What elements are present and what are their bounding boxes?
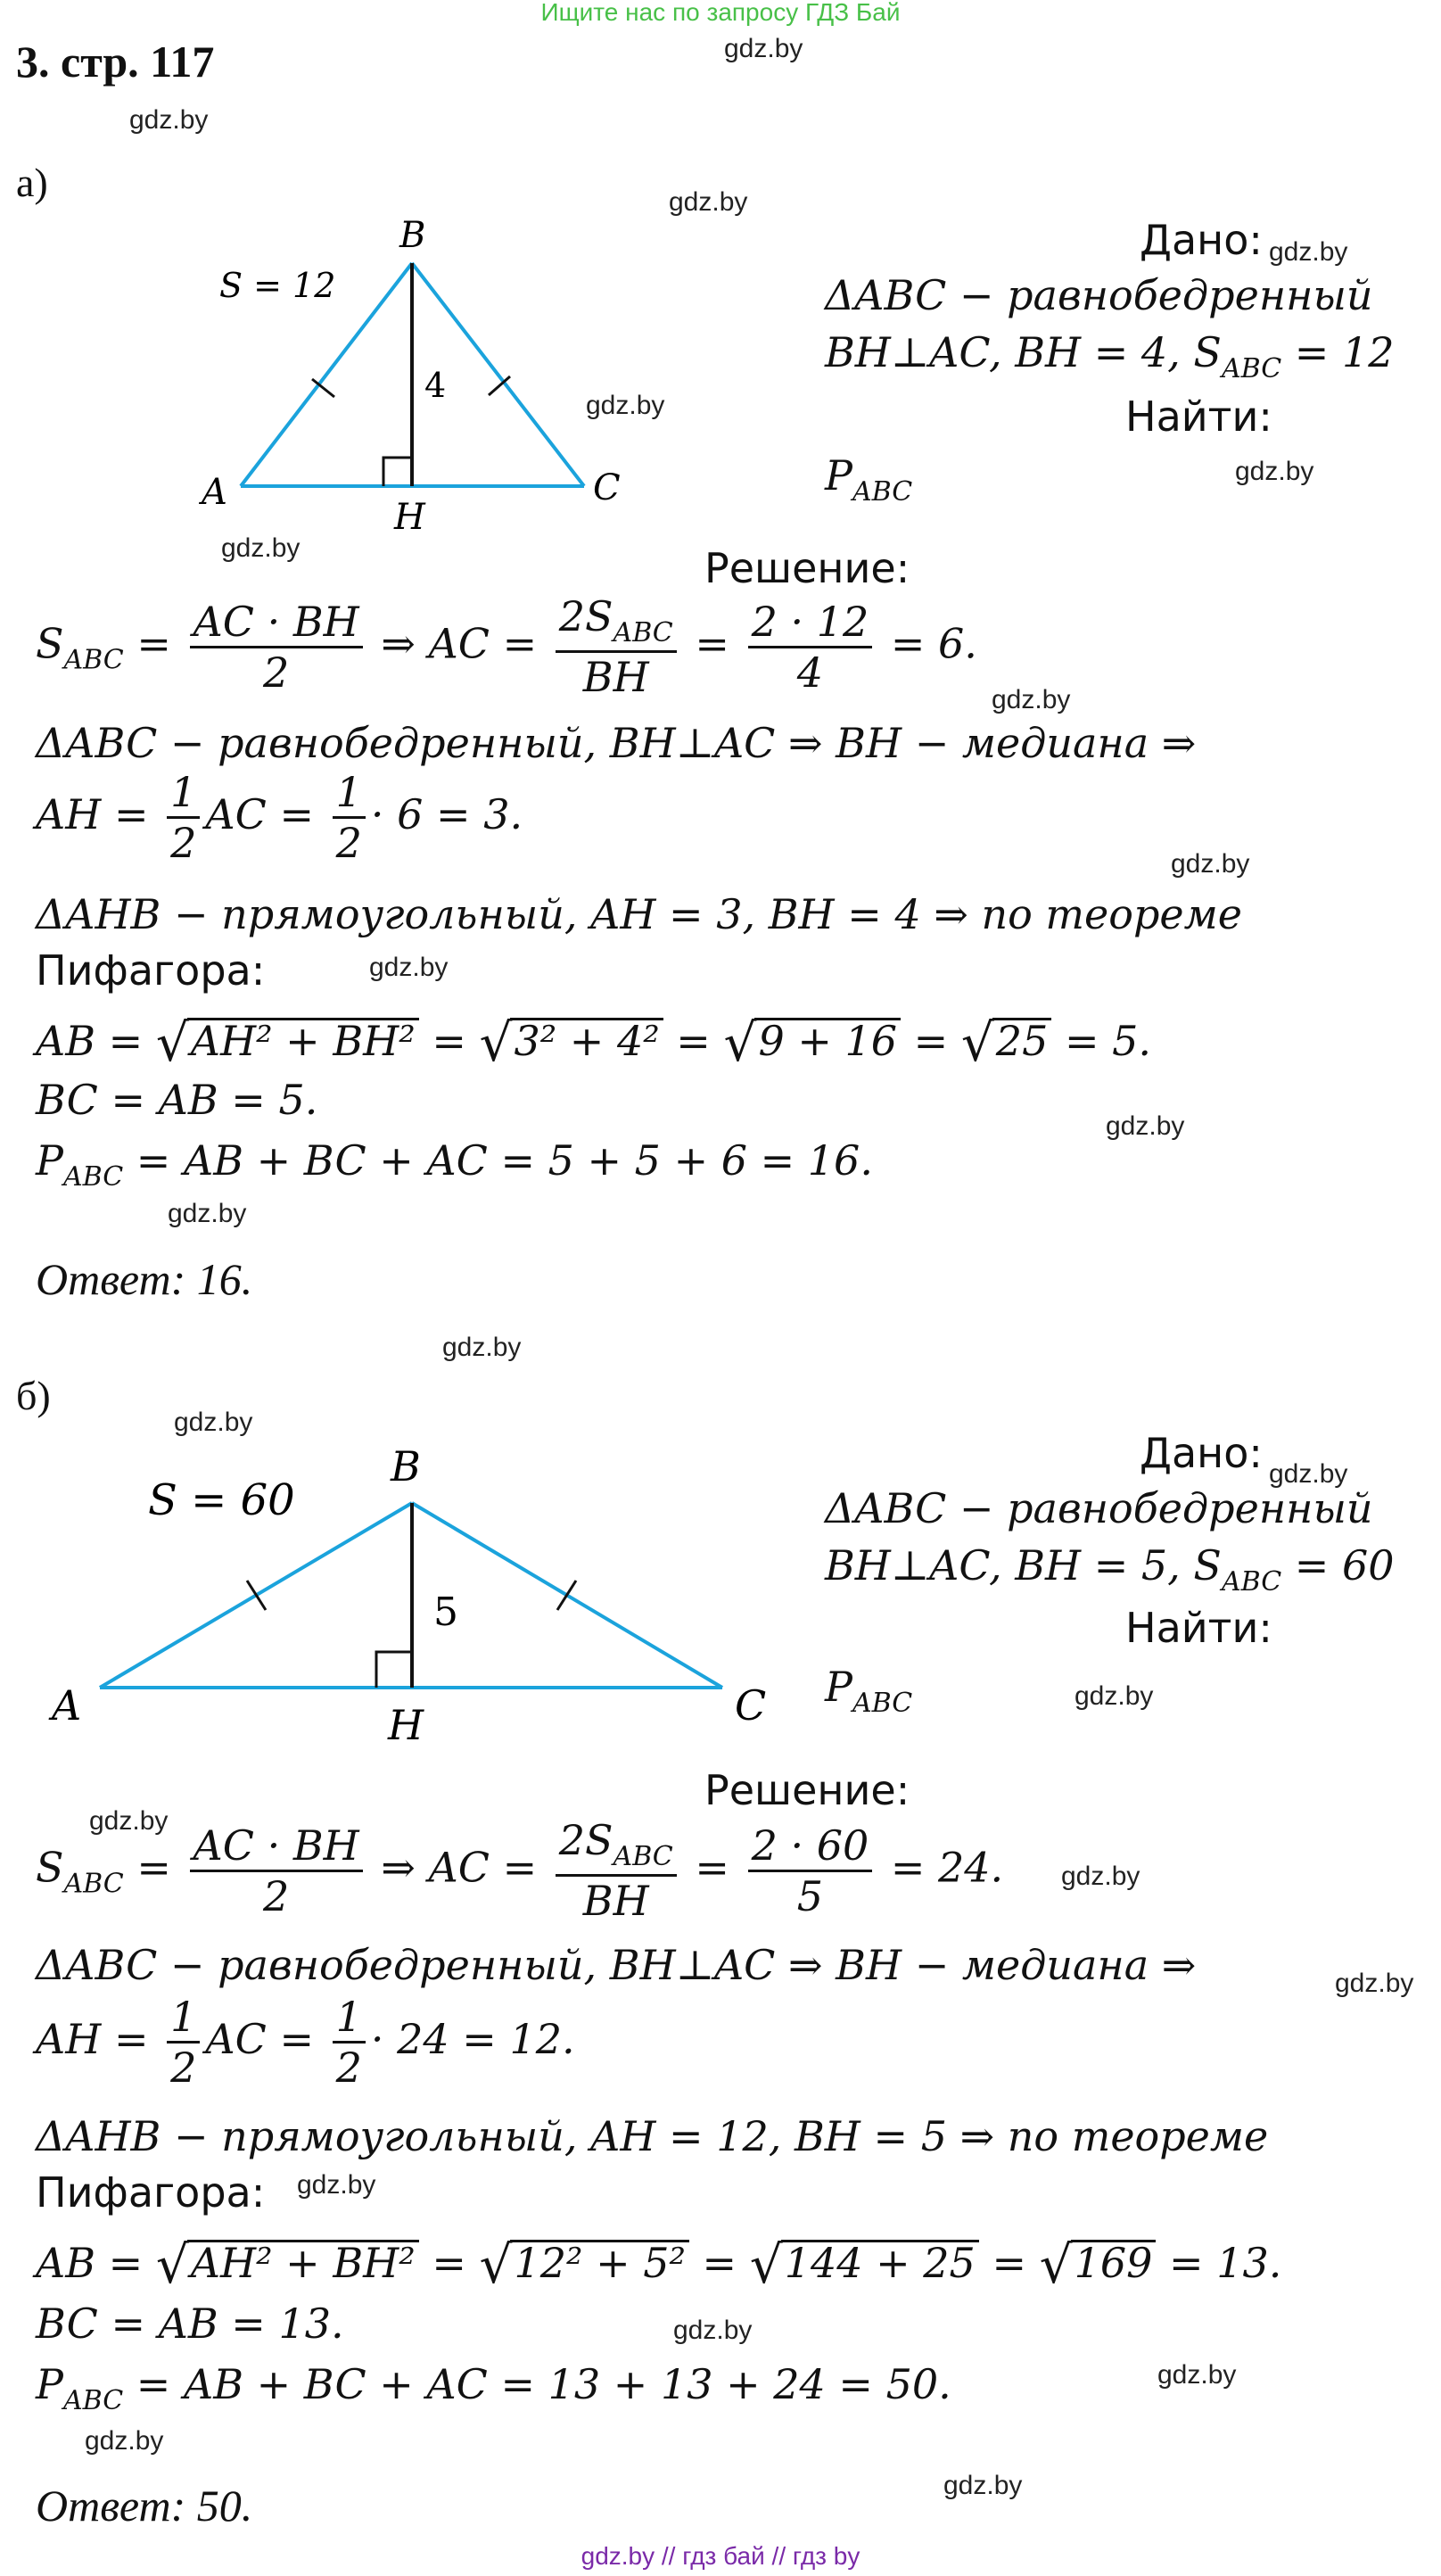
watermark: gdz.by	[586, 391, 665, 420]
height-label: 5	[433, 1589, 458, 1635]
solution-line-6: AB = √AH² + BH² = √12² + 5² = √144 + 25 = √169 = 13.	[36, 2234, 1282, 2295]
given-line-2: BH⊥AC, BH = 5, $S_{ABC} = 60$	[825, 1541, 1395, 1598]
vertex-c-label: C	[593, 467, 621, 508]
footer-links[interactable]: gdz.by // гдз бай // гдз by	[581, 2542, 860, 2570]
given-line-1: ΔABC − равнобедренный	[825, 271, 1373, 319]
given-label: Дано:	[1140, 1429, 1263, 1477]
given-label: Дано:	[1140, 216, 1263, 264]
solution-line-5: Пифагора:	[36, 946, 266, 995]
solution-line-6: AB = √AH² + BH² = √3² + 4² = √9 + 16 = √25 = 5.	[36, 1012, 1152, 1073]
watermark: gdz.by	[673, 2316, 753, 2345]
area-label: S = 12	[219, 266, 336, 305]
solution-line-5: Пифагора:	[36, 2168, 266, 2217]
watermark: gdz.by	[1335, 1969, 1414, 1998]
watermark: gdz.by	[89, 1806, 169, 1836]
part-b-label: б)	[16, 1373, 51, 1418]
watermark: gdz.by	[1171, 849, 1250, 879]
watermark: gdz.by	[85, 2426, 164, 2456]
solution-line-3: AH = $\frac{1}{2}$ AC = $\frac{1}{2}$ · 6 = 3.	[36, 768, 523, 867]
watermark: gdz.by	[1075, 1681, 1154, 1711]
watermark: gdz.by	[221, 533, 301, 563]
triangle-a-figure	[178, 210, 642, 549]
watermark: gdz.by	[1269, 1459, 1348, 1489]
watermark: gdz.by	[1061, 1862, 1140, 1891]
foot-h-label: H	[394, 497, 425, 538]
watermark: gdz.by	[724, 34, 803, 63]
watermark: gdz.by	[442, 1333, 522, 1362]
solution-line-1: $S_{ABC}$ = $\frac{AC \cdot BH}{2}$ ⇒ AC = $\frac{2S_{ABC}}{BH}$ = $\frac{2 \cdot 60}{5}$ = 24.	[36, 1816, 1004, 1925]
solution-line-4: ΔAHB − прямоугольный, AH = 3, BH = 4 ⇒ по теореме	[36, 890, 1243, 938]
watermark: gdz.by	[369, 953, 449, 982]
watermark: gdz.by	[1157, 2360, 1237, 2390]
watermark: gdz.by	[129, 105, 209, 135]
watermark: gdz.by	[168, 1199, 247, 1228]
solution-line-7: BC = AB = 5.	[36, 1076, 318, 1124]
solution-line-1: $S_{ABC}$ = $\frac{AC \cdot BH}{2}$ ⇒ AC = $\frac{2S_{ABC}}{BH}$ = $\frac{2 \cdot 12}{4}$ = 6.	[36, 592, 977, 701]
solution-line-2: ΔABC − равнобедренный, BH⊥AC ⇒ BH − медиана ⇒	[36, 719, 1197, 767]
watermark: gdz.by	[1106, 1111, 1185, 1141]
foot-h-label: H	[388, 1701, 424, 1749]
solution-line-8: $P_{ABC}$ = AB + BC + AC = 13 + 13 + 24 = 50.	[36, 2360, 951, 2416]
solution-line-3: AH = $\frac{1}{2}$ AC = $\frac{1}{2}$ · 24 = 12.	[36, 1993, 575, 2092]
area-label: S = 60	[148, 1475, 295, 1525]
vertex-a-label: A	[202, 472, 227, 513]
vertex-b-label: B	[399, 215, 426, 256]
solution-line-8: $P_{ABC}$ = AB + BC + AC = 5 + 5 + 6 = 16.	[36, 1136, 873, 1193]
find-value: $P_{ABC}$	[825, 1663, 913, 1719]
find-label: Найти:	[1125, 1604, 1272, 1652]
solution-label: Решение:	[704, 1766, 910, 1814]
watermark: gdz.by	[1269, 237, 1348, 267]
find-value: $P_{ABC}$	[825, 451, 913, 508]
watermark: gdz.by	[1235, 457, 1314, 486]
solution-line-4: ΔAHB − прямоугольный, AH = 12, BH = 5 ⇒ по теореме	[36, 2112, 1269, 2160]
given-line-2: BH⊥AC, BH = 4, $S_{ABC} = 12$	[825, 328, 1395, 384]
vertex-b-label: B	[391, 1442, 421, 1490]
height-label: 4	[424, 366, 447, 405]
part-a-label: а)	[16, 160, 48, 205]
answer-a: Ответ: 16.	[36, 1254, 253, 1304]
watermark: gdz.by	[297, 2170, 376, 2200]
page-title: 3. стр. 117	[16, 37, 215, 87]
watermark: gdz.by	[943, 2471, 1023, 2500]
given-line-1: ΔABC − равнобедренный	[825, 1484, 1373, 1532]
triangle-b-figure	[36, 1427, 803, 1766]
find-label: Найти:	[1125, 392, 1272, 441]
watermark: gdz.by	[992, 685, 1071, 714]
watermark: gdz.by	[174, 1408, 253, 1437]
vertex-c-label: C	[735, 1681, 767, 1730]
answer-b: Ответ: 50.	[36, 2481, 253, 2531]
vertex-a-label: A	[52, 1681, 82, 1730]
solution-label: Решение:	[704, 544, 910, 592]
solution-line-2: ΔABC − равнобедренный, BH⊥AC ⇒ BH − медиана ⇒	[36, 1941, 1197, 1989]
watermark: gdz.by	[669, 187, 748, 217]
top-banner[interactable]: Ищите нас по запросу ГДЗ Бай	[540, 0, 901, 26]
solution-line-7: BC = AB = 13.	[36, 2299, 344, 2348]
